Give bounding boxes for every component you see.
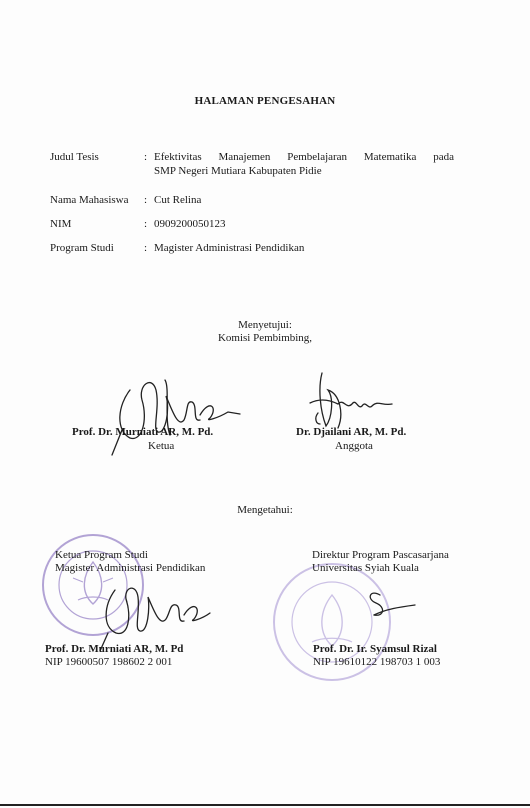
field-value-title-line2: SMP Negeri Mutiara Kabupaten Pidie: [154, 165, 322, 177]
supervisor-ketua-role: Ketua: [148, 440, 175, 452]
official-right-name: Prof. Dr. Ir. Syamsul Rizal: [313, 643, 437, 655]
field-value-program: Magister Administrasi Pendidikan: [154, 242, 305, 254]
official-left-nip: NIP 19600507 198602 2 001: [45, 656, 173, 668]
supervisor-anggota-role: Anggota: [335, 440, 373, 452]
field-value-title-line1: Efektivitas Manajemen Pembelajaran Matematika pada: [154, 151, 454, 163]
field-label-nim: NIM: [50, 218, 72, 230]
field-label-title: Judul Tesis: [50, 151, 99, 163]
page-title: HALAMAN PENGESAHAN: [194, 95, 336, 107]
official-stamp-right: [262, 560, 402, 690]
page-bottom-edge: [0, 804, 530, 806]
approval-heading: Menyetujui:: [238, 319, 292, 331]
acknowledgement-left-line2: Magister Administrasi Pendidikan: [55, 562, 206, 574]
field-colon: :: [144, 194, 148, 206]
field-value-name: Cut Relina: [154, 194, 202, 206]
supervisor-anggota-name: Dr. Djailani AR, M. Pd.: [296, 426, 407, 438]
signature-direktur: [360, 585, 420, 625]
field-colon: :: [144, 242, 148, 254]
acknowledgement-right-line2: Universitas Syiah Kuala: [312, 562, 419, 574]
field-colon: :: [144, 151, 148, 163]
acknowledgement-left-line1: Ketua Program Studi: [55, 549, 148, 561]
approval-subheading: Komisi Pembimbing,: [217, 332, 313, 344]
field-label-name: Nama Mahasiswa: [50, 194, 129, 206]
signature-ketua: [100, 360, 260, 460]
field-colon: :: [144, 218, 148, 230]
official-left-name: Prof. Dr. Murniati AR, M. Pd: [45, 643, 184, 655]
supervisor-ketua-name: Prof. Dr. Murniati AR, M. Pd.: [72, 426, 214, 438]
field-value-nim: 0909200050123: [154, 218, 226, 230]
official-right-nip: NIP 19610122 198703 1 003: [313, 656, 441, 668]
field-label-program: Program Studi: [50, 242, 114, 254]
acknowledgement-right-line1: Direktur Program Pascasarjana: [312, 549, 449, 561]
acknowledgement-heading: Mengetahui:: [237, 504, 293, 516]
